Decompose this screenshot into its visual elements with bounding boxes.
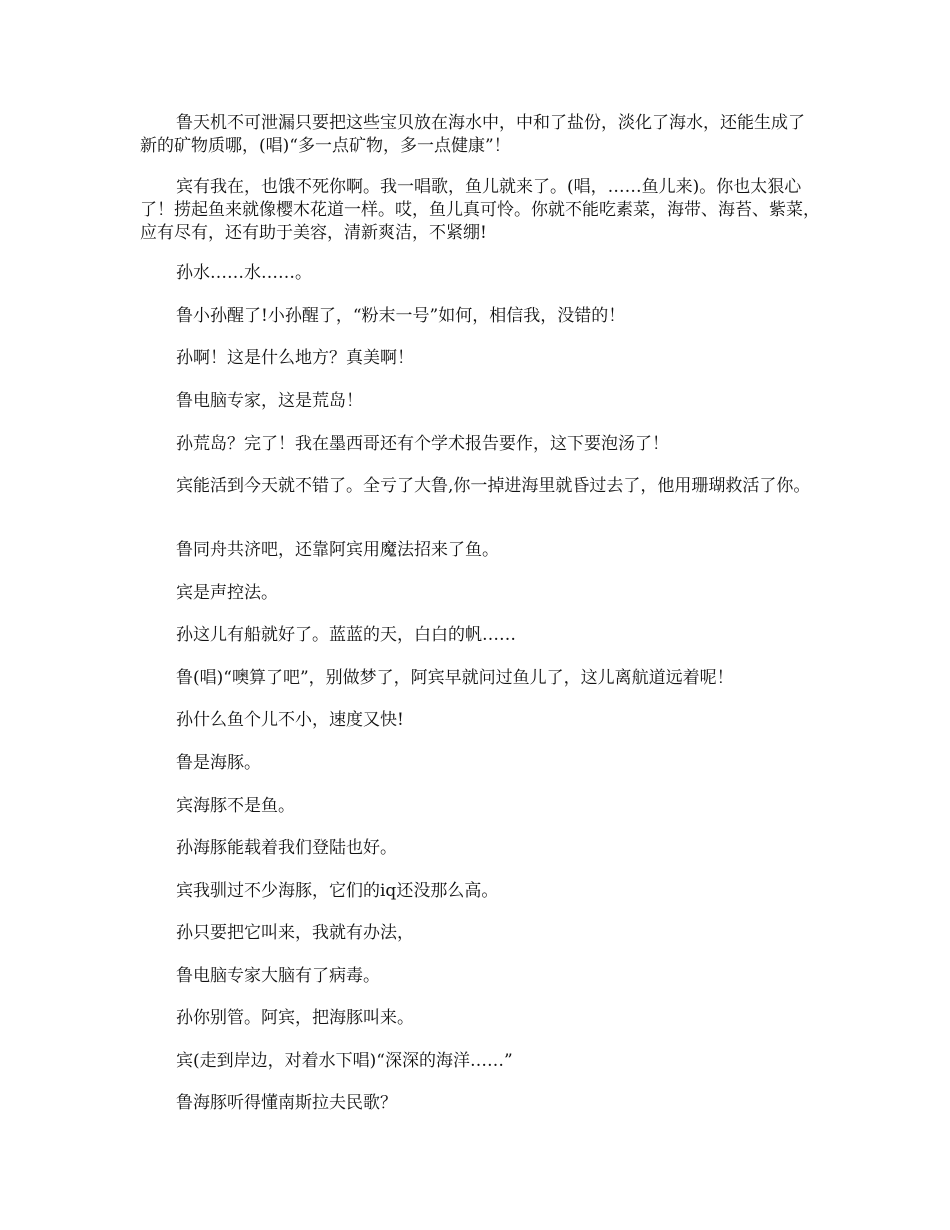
paragraph-12: 鲁(唱)“噢算了吧”，别做梦了，阿宾早就问过鱼儿了，这儿离航道远着呢！: [176, 668, 734, 688]
paragraph-14: 鲁是海豚。: [176, 753, 261, 773]
paragraph-11: 孙这儿有船就好了。蓝蓝的天，白白的帆……: [176, 625, 516, 645]
paragraph-2: 宾有我在，也饿不死你啊。我一唱歌，鱼儿就来了。(唱，……鱼儿来)。你也太狠心了！捞起鱼来就像樱木花道一样。哎，鱼儿真可怜。你就不能吃素菜，海带、海苔、紫菜，应有尽有，还有助于美容，清新爽洁，不紧绷!: [140, 177, 820, 243]
paragraph-3: 孙水……水……。: [176, 263, 312, 283]
paragraph-10: 宾是声控法。: [176, 583, 278, 603]
paragraph-13: 孙什么鱼个儿不小，速度又快!: [176, 710, 404, 730]
paragraph-20: 孙你别管。阿宾，把海豚叫来。: [176, 1008, 414, 1028]
paragraph-22: 鲁海豚听得懂南斯拉夫民歌？: [176, 1093, 397, 1113]
paragraph-16: 孙海豚能载着我们登陆也好。: [176, 838, 397, 858]
paragraph-4: 鲁小孙醒了!小孙醒了，“粉末一号”如何，相信我，没错的！: [176, 306, 626, 326]
paragraph-5: 孙啊！这是什么地方？真美啊！: [176, 348, 414, 368]
paragraph-1: 鲁天机不可泄漏只要把这些宝贝放在海水中，中和了盐份，淡化了海水，还能生成了新的矿物质哪，(唱)“多一点矿物，多一点健康”！: [140, 113, 805, 156]
paragraph-9: 鲁同舟共济吧，还靠阿宾用魔法招来了鱼。: [176, 540, 499, 560]
paragraph-8: 宾能活到今天就不错了。全亏了大鲁,你一掉进海里就昏过去了，他用珊瑚救活了你。: [176, 476, 811, 496]
paragraph-19: 鲁电脑专家大脑有了病毒。: [176, 966, 380, 986]
paragraph-18: 孙只要把它叫来，我就有办法，: [176, 923, 414, 943]
paragraph-6: 鲁电脑专家，这是荒岛！: [176, 391, 363, 411]
paragraph-7: 孙荒岛？完了！我在墨西哥还有个学术报告要作，这下要泡汤了！: [176, 434, 669, 454]
paragraph-17: 宾我驯过不少海豚，它们的iq还没那么高。: [176, 881, 499, 901]
paragraph-15: 宾海豚不是鱼。: [176, 796, 295, 816]
paragraph-21: 宾(走到岸边，对着水下唱)“深深的海洋……”: [176, 1051, 513, 1071]
